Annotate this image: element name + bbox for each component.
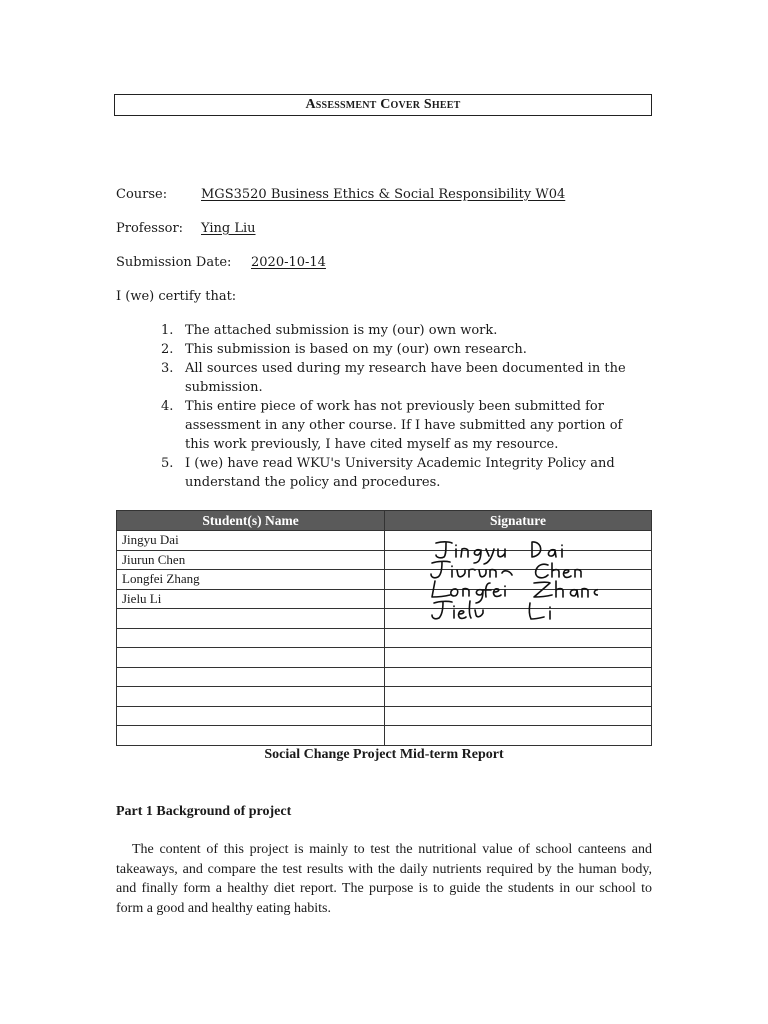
certification-item [116, 454, 636, 492]
signature-cell [385, 648, 652, 668]
item-number: 1. [161, 323, 174, 338]
table-header-row [117, 511, 652, 531]
item-number: 5. [161, 456, 174, 471]
certification-item [116, 359, 636, 397]
table-row [117, 648, 652, 668]
table-row [117, 609, 652, 629]
student-name-cell [117, 628, 385, 648]
item-text: This entire piece of work has not previously been submitted for assessment in any other course. If I have submitted any portion of this work previously, I have cited myself as my resource. [185, 399, 623, 452]
certification-list [116, 321, 636, 492]
signature-header: Signature [385, 511, 652, 531]
table-row [117, 726, 652, 746]
item-number: 4. [161, 399, 174, 414]
student-name-cell [117, 687, 385, 707]
student-name-cell: Jiurun Chen [117, 550, 385, 570]
student-name-cell [117, 648, 385, 668]
signature-cell [385, 609, 652, 629]
student-name-cell [117, 726, 385, 746]
student-name-cell: Jielu Li [117, 589, 385, 609]
body-paragraph: The content of this project is mainly to test the nutritional value of school canteens and takeaways, and compare the test results with the daily nutrients required by the human body, and finally form a healthy diet report. The purpose is to guide the students in our school to form a good and healthy eating habits. [116, 842, 652, 916]
table-row [117, 706, 652, 726]
student-name-cell: Longfei Zhang [117, 570, 385, 590]
student-signature-table [116, 510, 652, 746]
certification-item [116, 397, 636, 454]
signature-cell [385, 726, 652, 746]
certify-statement: I (we) certify that: [116, 289, 237, 304]
submission-date-value: 2020-10-14 [251, 255, 326, 270]
signature-cell [385, 589, 652, 609]
cover-sheet-title-box [114, 94, 652, 116]
table-row [117, 589, 652, 609]
item-text: This submission is based on my (our) own research. [185, 342, 527, 357]
professor-label: Professor: [116, 221, 184, 236]
student-name-cell [117, 609, 385, 629]
table-row [117, 667, 652, 687]
course-label: Course: [116, 187, 168, 202]
table-row [117, 628, 652, 648]
table-row [117, 531, 652, 551]
professor-value: Ying Liu [201, 221, 256, 236]
signature-cell [385, 687, 652, 707]
item-text: I (we) have read WKU's University Academic Integrity Policy and understand the policy and procedures. [185, 456, 615, 490]
student-name-cell [117, 706, 385, 726]
item-number: 2. [161, 342, 174, 357]
student-name-cell: Jingyu Dai [117, 531, 385, 551]
certification-item [116, 321, 636, 340]
table-row [117, 550, 652, 570]
section-heading: Part 1 Background of project [116, 804, 292, 819]
course-value: MGS3520 Business Ethics & Social Responsibility W04 [201, 187, 566, 202]
item-text: All sources used during my research have been documented in the submission. [185, 361, 626, 395]
signature-cell [385, 628, 652, 648]
submission-date-label: Submission Date: [116, 255, 232, 270]
item-number: 3. [161, 361, 174, 376]
table-row [117, 570, 652, 590]
student-name-cell [117, 667, 385, 687]
table-row [117, 687, 652, 707]
cover-sheet-title: Assessment Cover Sheet [305, 97, 461, 112]
signature-cell [385, 706, 652, 726]
item-text: The attached submission is my (our) own work. [185, 323, 498, 338]
signature-cell [385, 550, 652, 570]
report-title: Social Change Project Mid-term Report [264, 747, 504, 762]
certification-item [116, 340, 636, 359]
signature-cell [385, 667, 652, 687]
signature-cell [385, 531, 652, 551]
student-name-header: Student(s) Name [117, 511, 385, 531]
signature-cell [385, 570, 652, 590]
